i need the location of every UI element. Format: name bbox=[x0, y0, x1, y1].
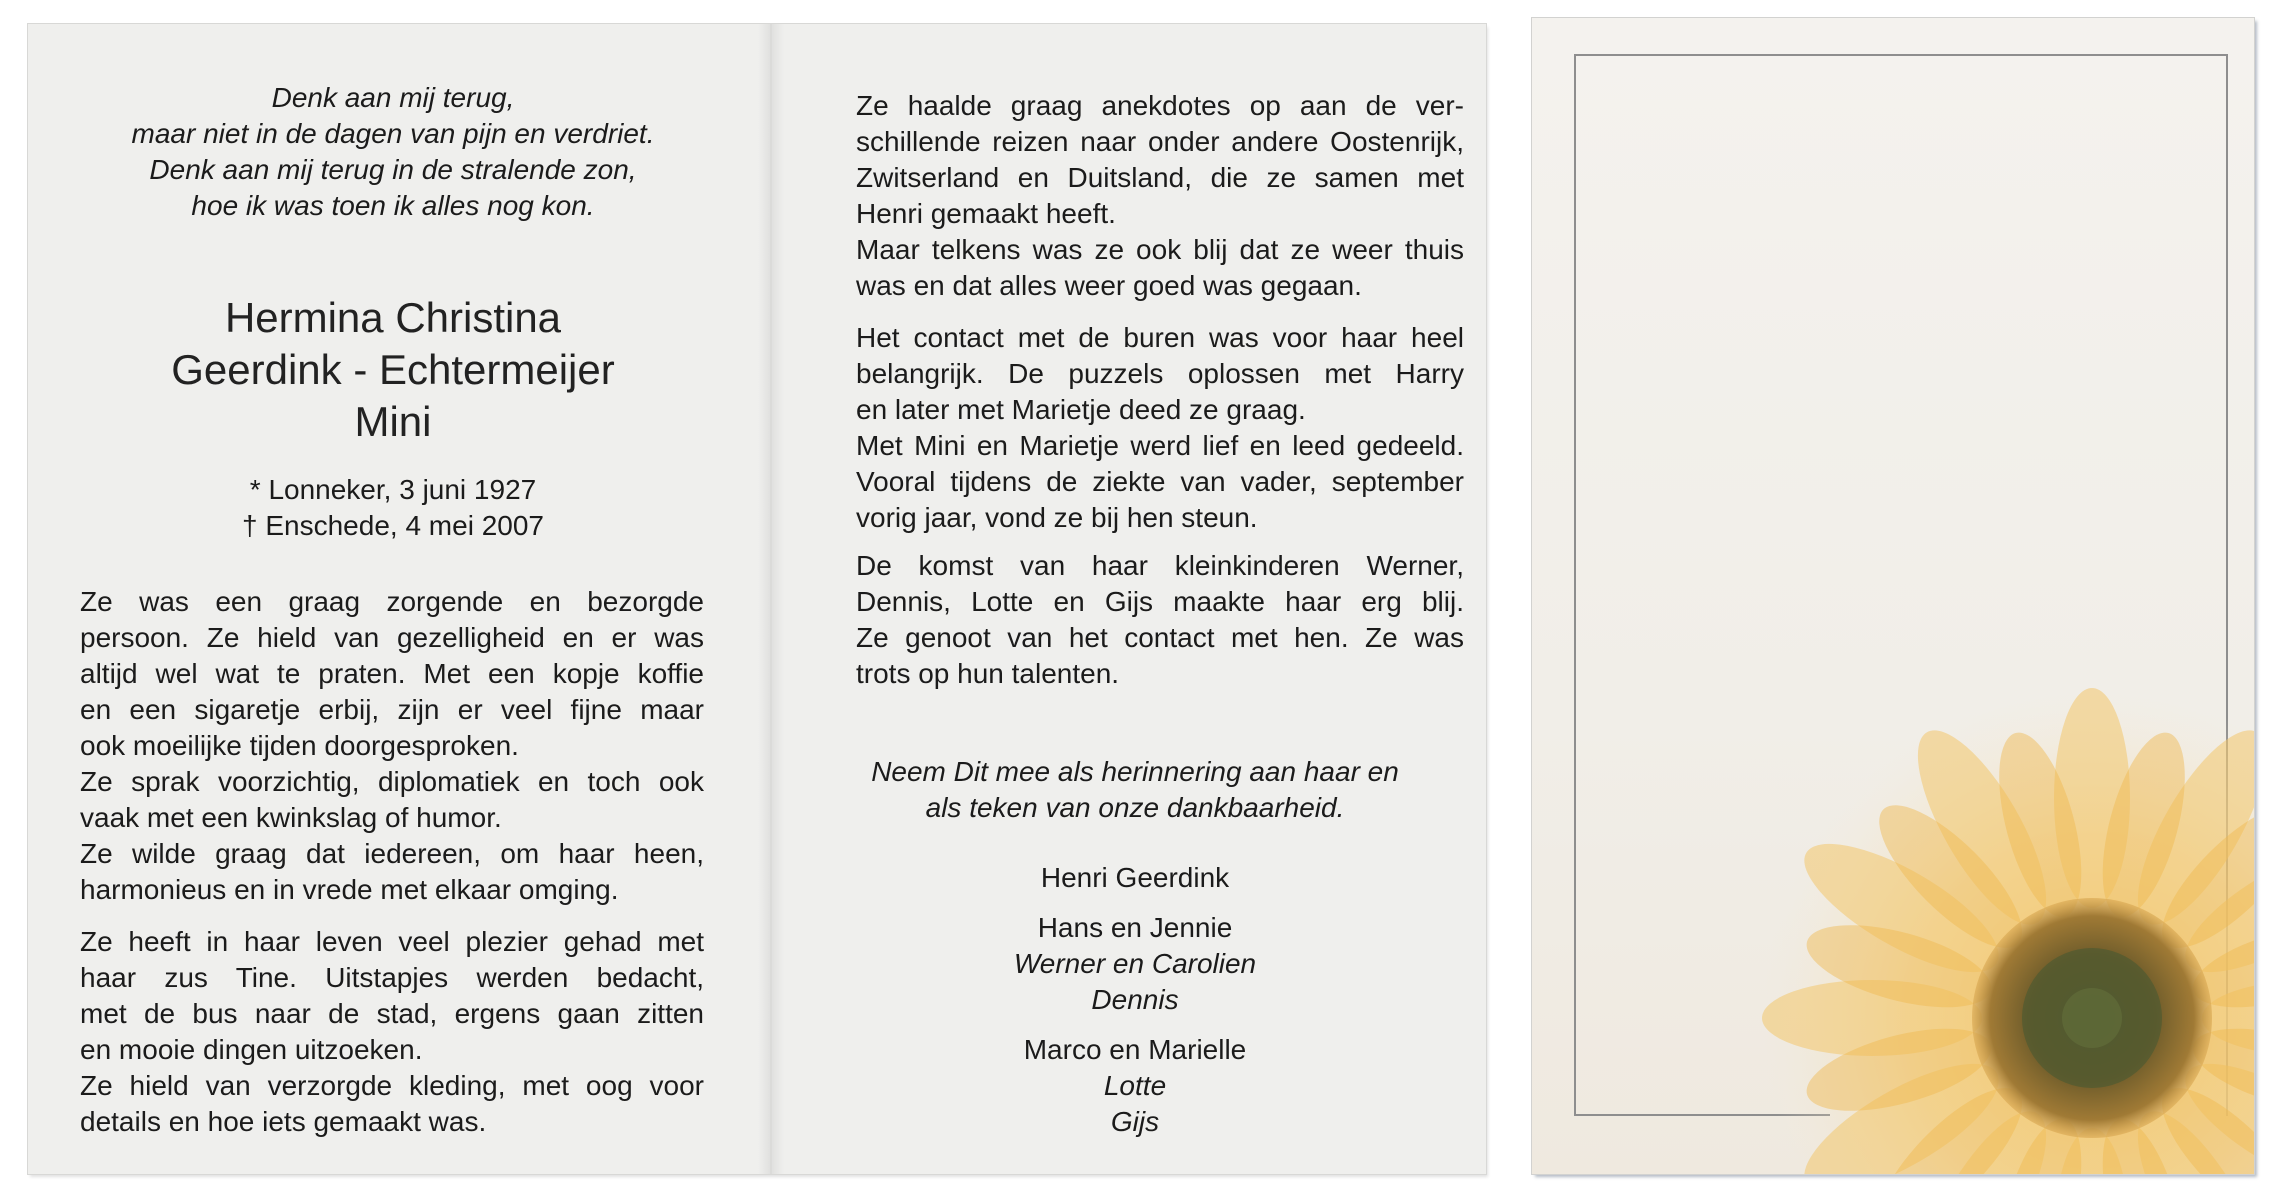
text-line: en later met Marietje deed ze graag. bbox=[856, 394, 1306, 425]
text-line: vorig jaar, vond ze bij hen steun. bbox=[856, 502, 1258, 533]
family-member: Dennis bbox=[1091, 984, 1179, 1015]
text-line: belangrijk. De puzzels oplossen met Harry bbox=[856, 358, 1464, 389]
text-line: Ze sprak voorzichtig, diplomatiek en toch ook bbox=[80, 766, 704, 797]
text-line: en mooie dingen uitzoeken. bbox=[80, 1034, 423, 1065]
prayer-card-inside bbox=[28, 24, 1486, 1174]
text-line: Met Mini en Marietje werd lief en leed gedeeld. bbox=[856, 430, 1464, 461]
death-date: † Enschede, 4 mei 2007 bbox=[242, 510, 544, 541]
text-line: altijd wel wat te praten. Met een kopje koffie bbox=[80, 658, 704, 689]
biography-paragraph bbox=[80, 924, 704, 1140]
left-panel bbox=[28, 24, 758, 1174]
birth-date: * Lonneker, 3 juni 1927 bbox=[249, 474, 537, 505]
family-signatures bbox=[784, 860, 1486, 1140]
closing-line: als teken van onze dankbaarheid. bbox=[925, 792, 1345, 823]
text-line: trots op hun talenten. bbox=[856, 658, 1120, 689]
name-line-nickname: Mini bbox=[354, 398, 432, 445]
family-member: Werner en Carolien bbox=[1013, 948, 1257, 979]
text-line: Ze heeft in haar leven veel plezier gehad met bbox=[80, 926, 704, 957]
text-line: met de bus naar de stad, ergens gaan zitten bbox=[80, 998, 704, 1029]
biography-paragraph bbox=[80, 584, 704, 908]
closing-dedication bbox=[784, 754, 1486, 826]
text-line: Ze was een graag zorgende en bezorgde bbox=[80, 586, 704, 617]
text-line: Maar telkens was ze ook blij dat ze weer thuis bbox=[856, 234, 1464, 265]
prayer-card-back bbox=[1532, 18, 2254, 1174]
text-line: Ze haalde graag anekdotes op aan de ver- bbox=[856, 90, 1464, 121]
text-line: De komst van haar kleinkinderen Werner, bbox=[856, 550, 1464, 581]
text-line: Zwitserland en Duitsland, die ze samen met bbox=[856, 162, 1464, 193]
name-line-first: Hermina Christina bbox=[224, 294, 562, 341]
card-fold-crease bbox=[758, 24, 784, 1174]
text-line: was en dat alles weer goed was gegaan. bbox=[856, 270, 1362, 301]
text-line: details en hoe iets gemaakt was. bbox=[80, 1106, 487, 1137]
closing-line: Neem Dit mee als herinnering aan haar en bbox=[871, 756, 1399, 787]
text-line: vaak met een kwinkslag of humor. bbox=[80, 802, 502, 833]
text-line: schillende reizen naar onder andere Oostenrijk, bbox=[856, 126, 1464, 157]
poem-line: maar niet in de dagen van pijn en verdriet. bbox=[131, 118, 655, 149]
text-line: Het contact met de buren was voor haar heel bbox=[856, 322, 1464, 353]
name-line-surname: Geerdink - Echtermeijer bbox=[171, 346, 615, 393]
text-line: ook moeilijke tijden doorgesproken. bbox=[80, 730, 519, 761]
text-line: Ze genoot van het contact met hen. Ze was bbox=[856, 622, 1464, 653]
poem-line: hoe ik was toen ik alles nog kon. bbox=[191, 190, 595, 221]
life-dates bbox=[28, 472, 758, 544]
biography-paragraph bbox=[856, 88, 1464, 304]
family-member: Lotte bbox=[1103, 1070, 1167, 1101]
biography-paragraph bbox=[856, 548, 1464, 692]
text-line: Vooral tijdens de ziekte van vader, september bbox=[856, 466, 1464, 497]
text-line: Ze hield van verzorgde kleding, met oog voor bbox=[80, 1070, 704, 1101]
biography-paragraph bbox=[856, 320, 1464, 536]
text-line: persoon. Ze hield van gezelligheid en er was bbox=[80, 622, 704, 653]
family-member: Marco en Marielle bbox=[1023, 1034, 1247, 1065]
text-line: en een sigaretje erbij, zijn er veel fijne maar bbox=[80, 694, 704, 725]
text-line: harmonieus en in vrede met elkaar omging. bbox=[80, 874, 619, 905]
poem-line: Denk aan mij terug in de stralende zon, bbox=[149, 154, 637, 185]
text-line: Dennis, Lotte en Gijs maakte haar erg blij. bbox=[856, 586, 1464, 617]
text-line: Henri gemaakt heeft. bbox=[856, 198, 1116, 229]
sunflower-image bbox=[1532, 18, 2254, 1174]
family-member: Gijs bbox=[1110, 1106, 1160, 1137]
deceased-name bbox=[28, 292, 758, 448]
text-line: haar zus Tine. Uitstapjes werden bedacht, bbox=[80, 962, 704, 993]
memorial-poem bbox=[28, 80, 758, 224]
family-member: Henri Geerdink bbox=[1040, 862, 1230, 893]
family-member: Hans en Jennie bbox=[1037, 912, 1233, 943]
text-line: Ze wilde graag dat iedereen, om haar heen, bbox=[80, 838, 704, 869]
poem-line: Denk aan mij terug, bbox=[271, 82, 515, 113]
